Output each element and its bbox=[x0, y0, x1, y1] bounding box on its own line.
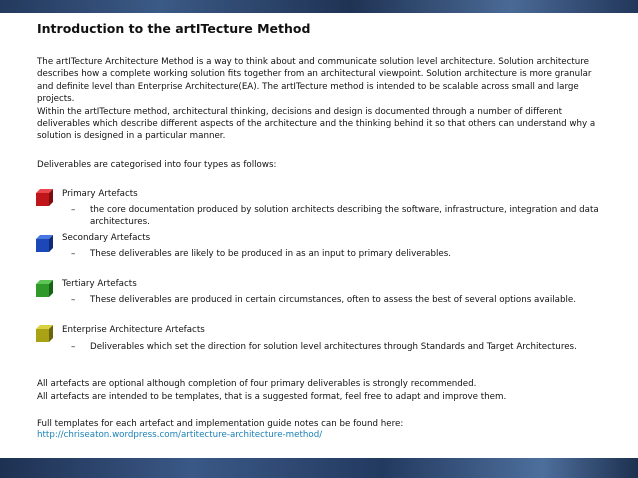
description-line: architectures. bbox=[90, 217, 150, 228]
deliverable-type-secondary: Secondary Artefacts bbox=[62, 233, 151, 243]
deliverable-description-enterprise bbox=[71, 341, 611, 353]
intro-line: The artITecture Architecture Method is a way to think about and communicate solution level architecture. Solution architecture bbox=[37, 57, 590, 67]
deliverable-description-tertiary bbox=[71, 294, 611, 306]
deliverable-description-secondary bbox=[71, 248, 611, 260]
intro-line: describes how a complete working solution fits together from an architectural viewpoint. Solution architecture is more granular bbox=[37, 69, 592, 80]
red-cube-icon bbox=[34, 187, 54, 207]
deliverable-type-tertiary: Tertiary Artefacts bbox=[62, 279, 137, 289]
deliverable-type-enterprise: Enterprise Architecture Artefacts bbox=[62, 325, 205, 335]
description-line: Deliverables which set the direction for solution level architectures through Standards and Target Architectures. bbox=[90, 342, 577, 352]
yellow-cube-icon bbox=[34, 323, 54, 343]
deliverable-description-primary bbox=[71, 204, 611, 229]
blue-cube-icon bbox=[34, 233, 54, 253]
intro-line: solution is designed in a particular manner. bbox=[37, 131, 226, 142]
intro-line: and definite level than Enterprise Architecture(EA). The artITecture method is intended to be scalable across small and large bbox=[37, 81, 579, 92]
description-line: These deliverables are likely to be produced in as an input to primary deliverables. bbox=[90, 249, 452, 259]
description-line: These deliverables are produced in certain circumstances, often to assess the best of several options available. bbox=[90, 295, 577, 305]
intro-line: deliverables which describe different aspects of the architecture and the thinking behind it so that others can understand why a bbox=[37, 119, 596, 130]
description-line: the core documentation produced by solution architects describing the software, infrastructure, integration and data bbox=[90, 205, 599, 215]
slide-title: Introduction to the artITecture Method bbox=[37, 21, 311, 36]
deliverable-type-primary: Primary Artefacts bbox=[62, 189, 138, 199]
bullet-dash: – bbox=[71, 205, 76, 215]
green-cube-icon bbox=[34, 278, 54, 298]
intro-paragraph bbox=[37, 56, 612, 143]
footer-banner bbox=[0, 458, 638, 478]
intro-line: projects. bbox=[37, 94, 75, 105]
note-templates: All artefacts are intended to be templates, that is a suggested format, feel free to adapt and improve them. bbox=[37, 392, 507, 402]
header-banner bbox=[0, 0, 638, 13]
categories-intro: Deliverables are categorised into four types as follows: bbox=[37, 160, 277, 170]
intro-line: Within the artITecture method, architectural thinking, decisions and design is documented through a number of different bbox=[37, 106, 563, 117]
templates-link[interactable]: http://chriseaton.wordpress.com/artitecture-architecture-method/ bbox=[37, 430, 323, 440]
footer-text: Full templates for each artefact and implementation guide notes can be found here: bbox=[37, 419, 404, 429]
bullet-dash: – bbox=[71, 342, 76, 352]
bullet-dash: – bbox=[71, 295, 76, 305]
bullet-dash: – bbox=[71, 249, 76, 259]
note-optional: All artefacts are optional although completion of four primary deliverables is strongly recommended. bbox=[37, 379, 477, 389]
